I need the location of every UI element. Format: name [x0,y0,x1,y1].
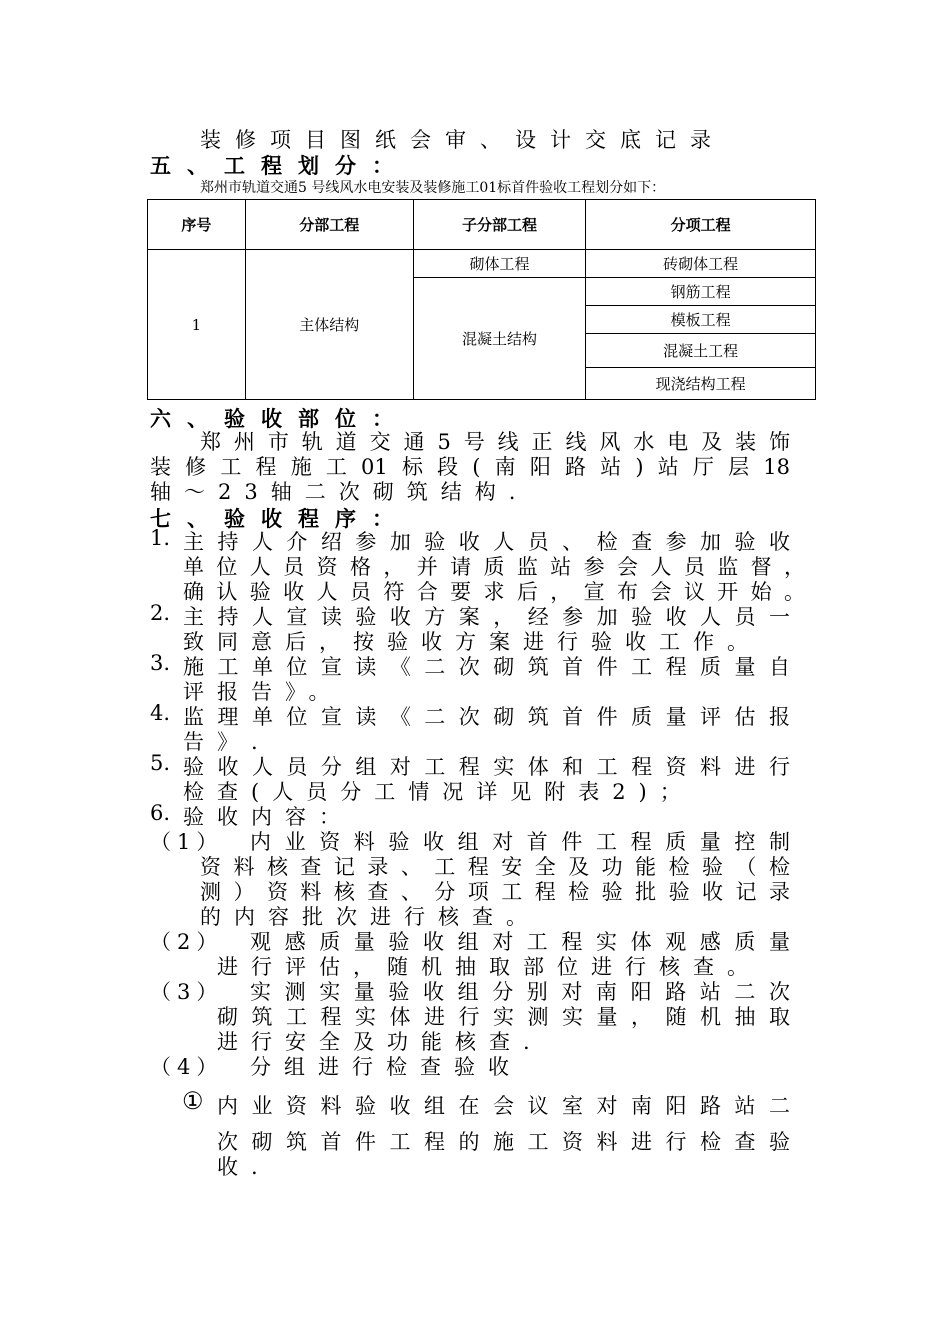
step-text-line: 监理单位宣读《二次砌筑首件质量评估报 [183,705,790,729]
sub-step-text-line: 分组进行检查验收 [250,1055,522,1079]
step-number: 2. [150,601,171,625]
row-number-cell: 1 [148,250,246,400]
sub-step-text-line: 进行评估，随机抽取部位进行核查。 [217,955,761,979]
table-header: 分项工程 [586,200,816,250]
step-text-line: 单位人员资格，并请质监站参会人员监督， [183,555,805,579]
step-text-line: 致同意后，按验收方案进行验收工作。 [183,630,761,654]
step-text-line: 验收内容： [183,805,353,829]
sub-step-text-line: 资料核查记录、工程安全及功能检验（检 [200,855,790,879]
division-table [147,199,816,400]
sub-step-number: （2） [150,930,224,954]
circle-text-line: 内业资料验收组在会议室对南阳路站二 [217,1094,790,1118]
step-text-line: 评报告》。 [183,680,343,704]
sub-step-text-line: 的内容批次进行核查。 [200,905,540,929]
step-text-line: 告》. [183,730,271,754]
item-cell: 模板工程 [586,306,816,334]
step-number: 3. [150,651,171,675]
section-7-heading: 七、验收程序： [150,506,409,531]
division-cell: 主体结构 [245,250,413,400]
sub-step-number: （3） [150,980,224,1004]
sub-step-text-line: 测）资料核查、分项工程检验批验收记录 [200,880,790,904]
sub-step-text-line: 实测实量验收组分别对南阳路站二次 [250,980,790,1004]
section-5-heading: 五、工程划分： [150,153,409,178]
item-cell: 混凝土工程 [586,334,816,368]
item-cell: 砖砌体工程 [586,250,816,278]
table-header: 序号 [148,200,246,250]
sub-division-cell: 混凝土结构 [413,278,586,400]
item-cell: 现浇结构工程 [586,368,816,400]
section-5-intro: 郑州市轨道交通5 号线风水电安装及装修施工01标首件验收工程划分如下： [200,180,666,196]
item-cell: 钢筋工程 [586,278,816,306]
step-text-line: 主持人宣读验收方案，经参加验收人员一 [183,605,790,629]
sub-step-number: （4） [150,1055,224,1079]
circle-text-line: 次砌筑首件工程的施工资料进行检查验 [217,1130,790,1154]
location-line: 装修工程施工01标段(南阳路站)站厅层18 [150,455,790,479]
step-text-line: 验收人员分组对工程实体和工程资料进行 [183,755,790,779]
sub-step-text-line: 进行安全及功能核查. [217,1030,543,1054]
location-line: 郑州市轨道交通5号线正线风水电及装饰 [200,430,790,454]
step-number: 5. [150,751,171,775]
section-6-heading: 六、验收部位： [150,406,409,431]
step-text-line: 确认验收人员符合要求后，宣布会议开始。 [183,580,805,604]
sub-division-cell: 砌体工程 [413,250,586,278]
step-text-line: 施工单位宣读《二次砌筑首件工程质量自 [183,655,790,679]
step-text-line: 主持人介绍参加验收人员、检查参加验收 [183,530,790,554]
sub-step-text-line: 砌筑工程实体进行实测实量，随机抽取 [217,1005,790,1029]
circled-number: ① [182,1087,204,1115]
step-number: 6. [150,801,171,825]
document-title-line: 装修项目图纸会审、设计交底记录 [200,128,725,152]
step-number: 4. [150,701,171,725]
step-text-line: 检查(人员分工情况详见附表2)； [183,780,694,804]
table-header: 分部工程 [245,200,413,250]
step-number: 1. [150,526,171,550]
circle-text-line: 收. [217,1155,271,1179]
sub-step-text-line: 内业资料验收组对首件工程质量控制 [250,830,790,854]
sub-step-text-line: 观感质量验收组对工程实体观感质量 [250,930,790,954]
table-header: 子分部工程 [413,200,586,250]
location-line: 轴～23轴二次砌筑结构. [150,480,529,504]
sub-step-number: （1） [150,830,224,854]
